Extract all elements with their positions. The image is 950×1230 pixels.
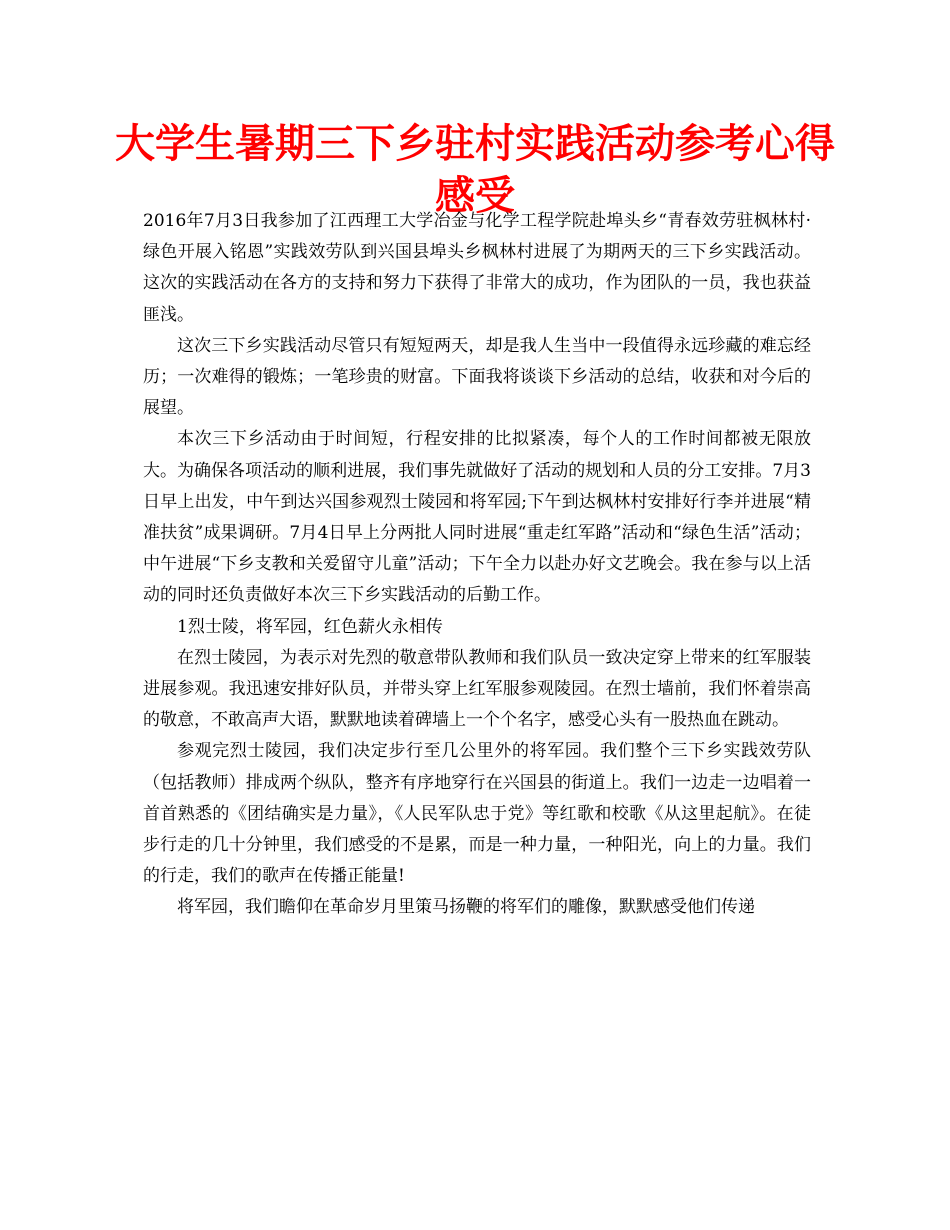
paragraph-experience: 这次三下乡实践活动尽管只有短短两天，却是我人生当中一段值得永远珍藏的难忘经历；一次难得的锻炼；一笔珍贵的财富。下面我将谈谈下乡活动的总结，收获和对今后的展望。: [143, 335, 811, 419]
paragraph-schedule: 本次三下乡活动由于时间短，行程安排的比拟紧凑，每个人的工作时间都被无限放大。为确保各项活动的顺利进展，我们事先就做好了活动的规划和人员的分工安排。7月3日早上出发，中午到达兴国参观烈士陵园和将军园;下午到达枫林村安排好行李并进展“精准扶贫”成果调研。7月4日早上分两批人同时进展“重走红军路”活动和“绿色生活”活动；中午进展“下乡支教和关爱留守儿童”活动；下午全力以赴办好文艺晚会。我在参与以上活动的同时还负责做好本次三下乡实践活动的后勤工作。: [143, 429, 811, 606]
document-body: [143, 206, 811, 924]
paragraph-cemetery: 在烈士陵园，为表示对先烈的敬意带队教师和我们队员一致决定穿上带来的红军服装进展参观。我迅速安排好队员，并带头穿上红军服参观陵园。在烈士墙前，我们怀着崇高的敬意，不敢高声大语，默默地读着碑墙上一个个名字，感受心头有一股热血在跳动。: [143, 647, 811, 731]
section-heading: 1烈士陵，将军园，红色薪火永相传: [177, 616, 443, 637]
paragraph-march: 参观完烈士陵园，我们决定步行至几公里外的将军园。我们整个三下乡实践效劳队（包括教师）排成两个纵队，整齐有序地穿行在兴国县的街道上。我们一边走一边唱着一首首熟悉的《团结确实是力量》，《人民军队忠于党》等红歌和校歌《从这里起航》。在徒步行走的几十分钟里，我们感受的不是累，而是一种力量，一种阳光，向上的力量。我们的行走，我们的歌声在传播正能量!: [143, 741, 811, 887]
paragraph-intro: 2016年7月3日我参加了江西理工大学冶金与化学工程学院赴埠头乡“青春效劳驻枫林村·绿色开展入铭恩”实践效劳队到兴国县埠头乡枫林村进展了为期两天的三下乡实践活动。这次的实践活动在各方的支持和努力下获得了非常大的成功，作为团队的一员，我也获益匪浅。: [143, 211, 811, 325]
document-title: 大学生暑期三下乡驻村实践活动参考心得感受: [115, 121, 835, 219]
paragraph-general-park: 将军园，我们瞻仰在革命岁月里策马扬鞭的将军们的雕像，默默感受他们传递: [177, 897, 755, 918]
